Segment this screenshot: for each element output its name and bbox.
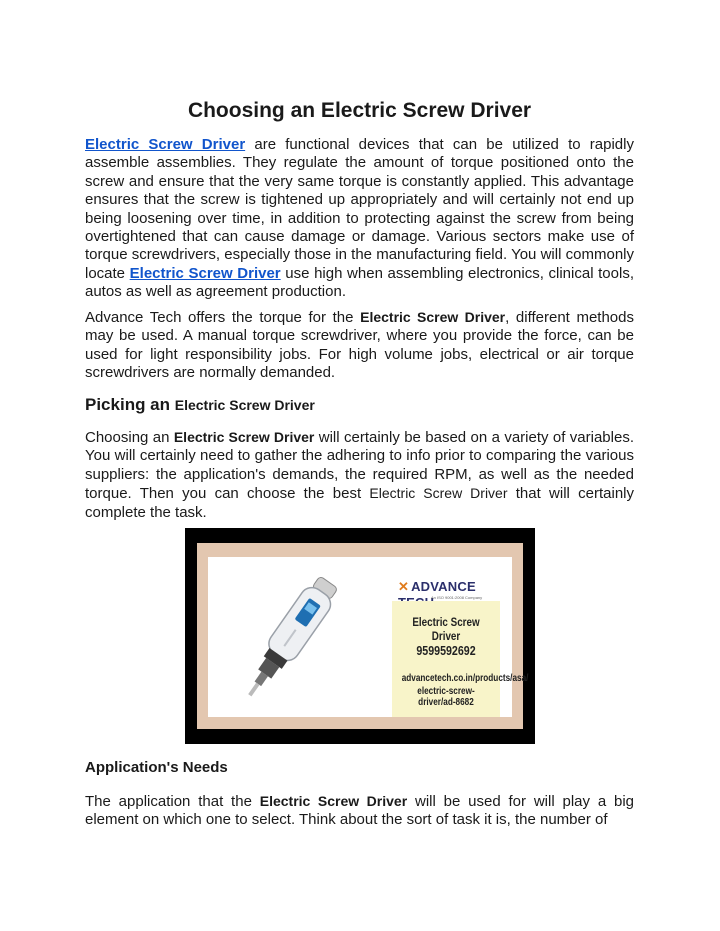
electric-screw-driver-link-2[interactable]: Electric Screw Driver [129, 264, 281, 282]
torque-paragraph: Advance Tech offers the torque for the Electric Screw Driver, different methods may be used. A manual torque screwdriver, where you provide the force, can be used for light responsibility jobs. For high volume jobs, electrical or air torque screwdrivers are normally demanded. [85, 309, 634, 382]
product-promo-image: ✕ ADVANCE An ISO 9001:2008 Company Electric Screw Driver 9599592692 advancetech.co.in/products/asa/ electric-screw-driver/ad-8682 [185, 528, 535, 744]
electric-screwdriver-illustration [218, 567, 358, 712]
promo-product-name: Electric Screw Driver [412, 615, 480, 643]
keyword: Electric Screw Driver [369, 485, 508, 502]
section-heading-picking: Picking an Electric Screw Driver [85, 395, 315, 414]
promo-url-line-2: electric-screw-driver/ad-8682 [417, 686, 475, 708]
page-title: Choosing an Electric Screw Driver [187, 99, 532, 122]
section-heading-application: Application's Needs [85, 759, 228, 776]
choosing-paragraph: Choosing an Electric Screw Driver will certainly be based on a variety of variables. You will certainly need to gather the adhering to info prior to comparing the various suppliers: the application's demands, the required RPM, as well as the needed torque. Then you can choose the best Electric Screw Driver that will certainly complete the task. [85, 429, 634, 521]
promo-text-box [392, 601, 529, 717]
keyword: Electric Screw Driver [173, 429, 315, 445]
application-paragraph: The application that the Electric Screw Driver will be used for will play a big element on which one to select. Think about the sort of task it is, the number of [85, 793, 635, 829]
intro-paragraph: Electric Screw Driver are functional devices that can be utilized to rapidly assemble assemblies. They regulate the amount of torque positioned onto the screw and ensure that the very same torque is constantly applied. This advantage ensures that the screw is tightened up appropriately and will certainly not end up being loosening over time, in addition to protecting against the screw from being overtightened that can cause damage or damage. Various sectors make use of torque screwdrivers, especially those in the manufacturing field. You will commonly locate Electric Screw Driver use high when assembling electronics, clinical tools, autos as well as agreement production. [85, 136, 634, 301]
keyword: Electric Screw Driver [360, 309, 506, 325]
electric-screw-driver-link[interactable]: Electric Screw Driver [85, 136, 246, 153]
advance-tech-logo: ✕ ADVANCE [398, 579, 476, 594]
keyword: Electric Screw Driver [259, 793, 408, 809]
promo-phone: 9599592692 [416, 643, 476, 658]
promo-url-line-1: advancetech.co.in/products/asa/ [401, 673, 529, 684]
